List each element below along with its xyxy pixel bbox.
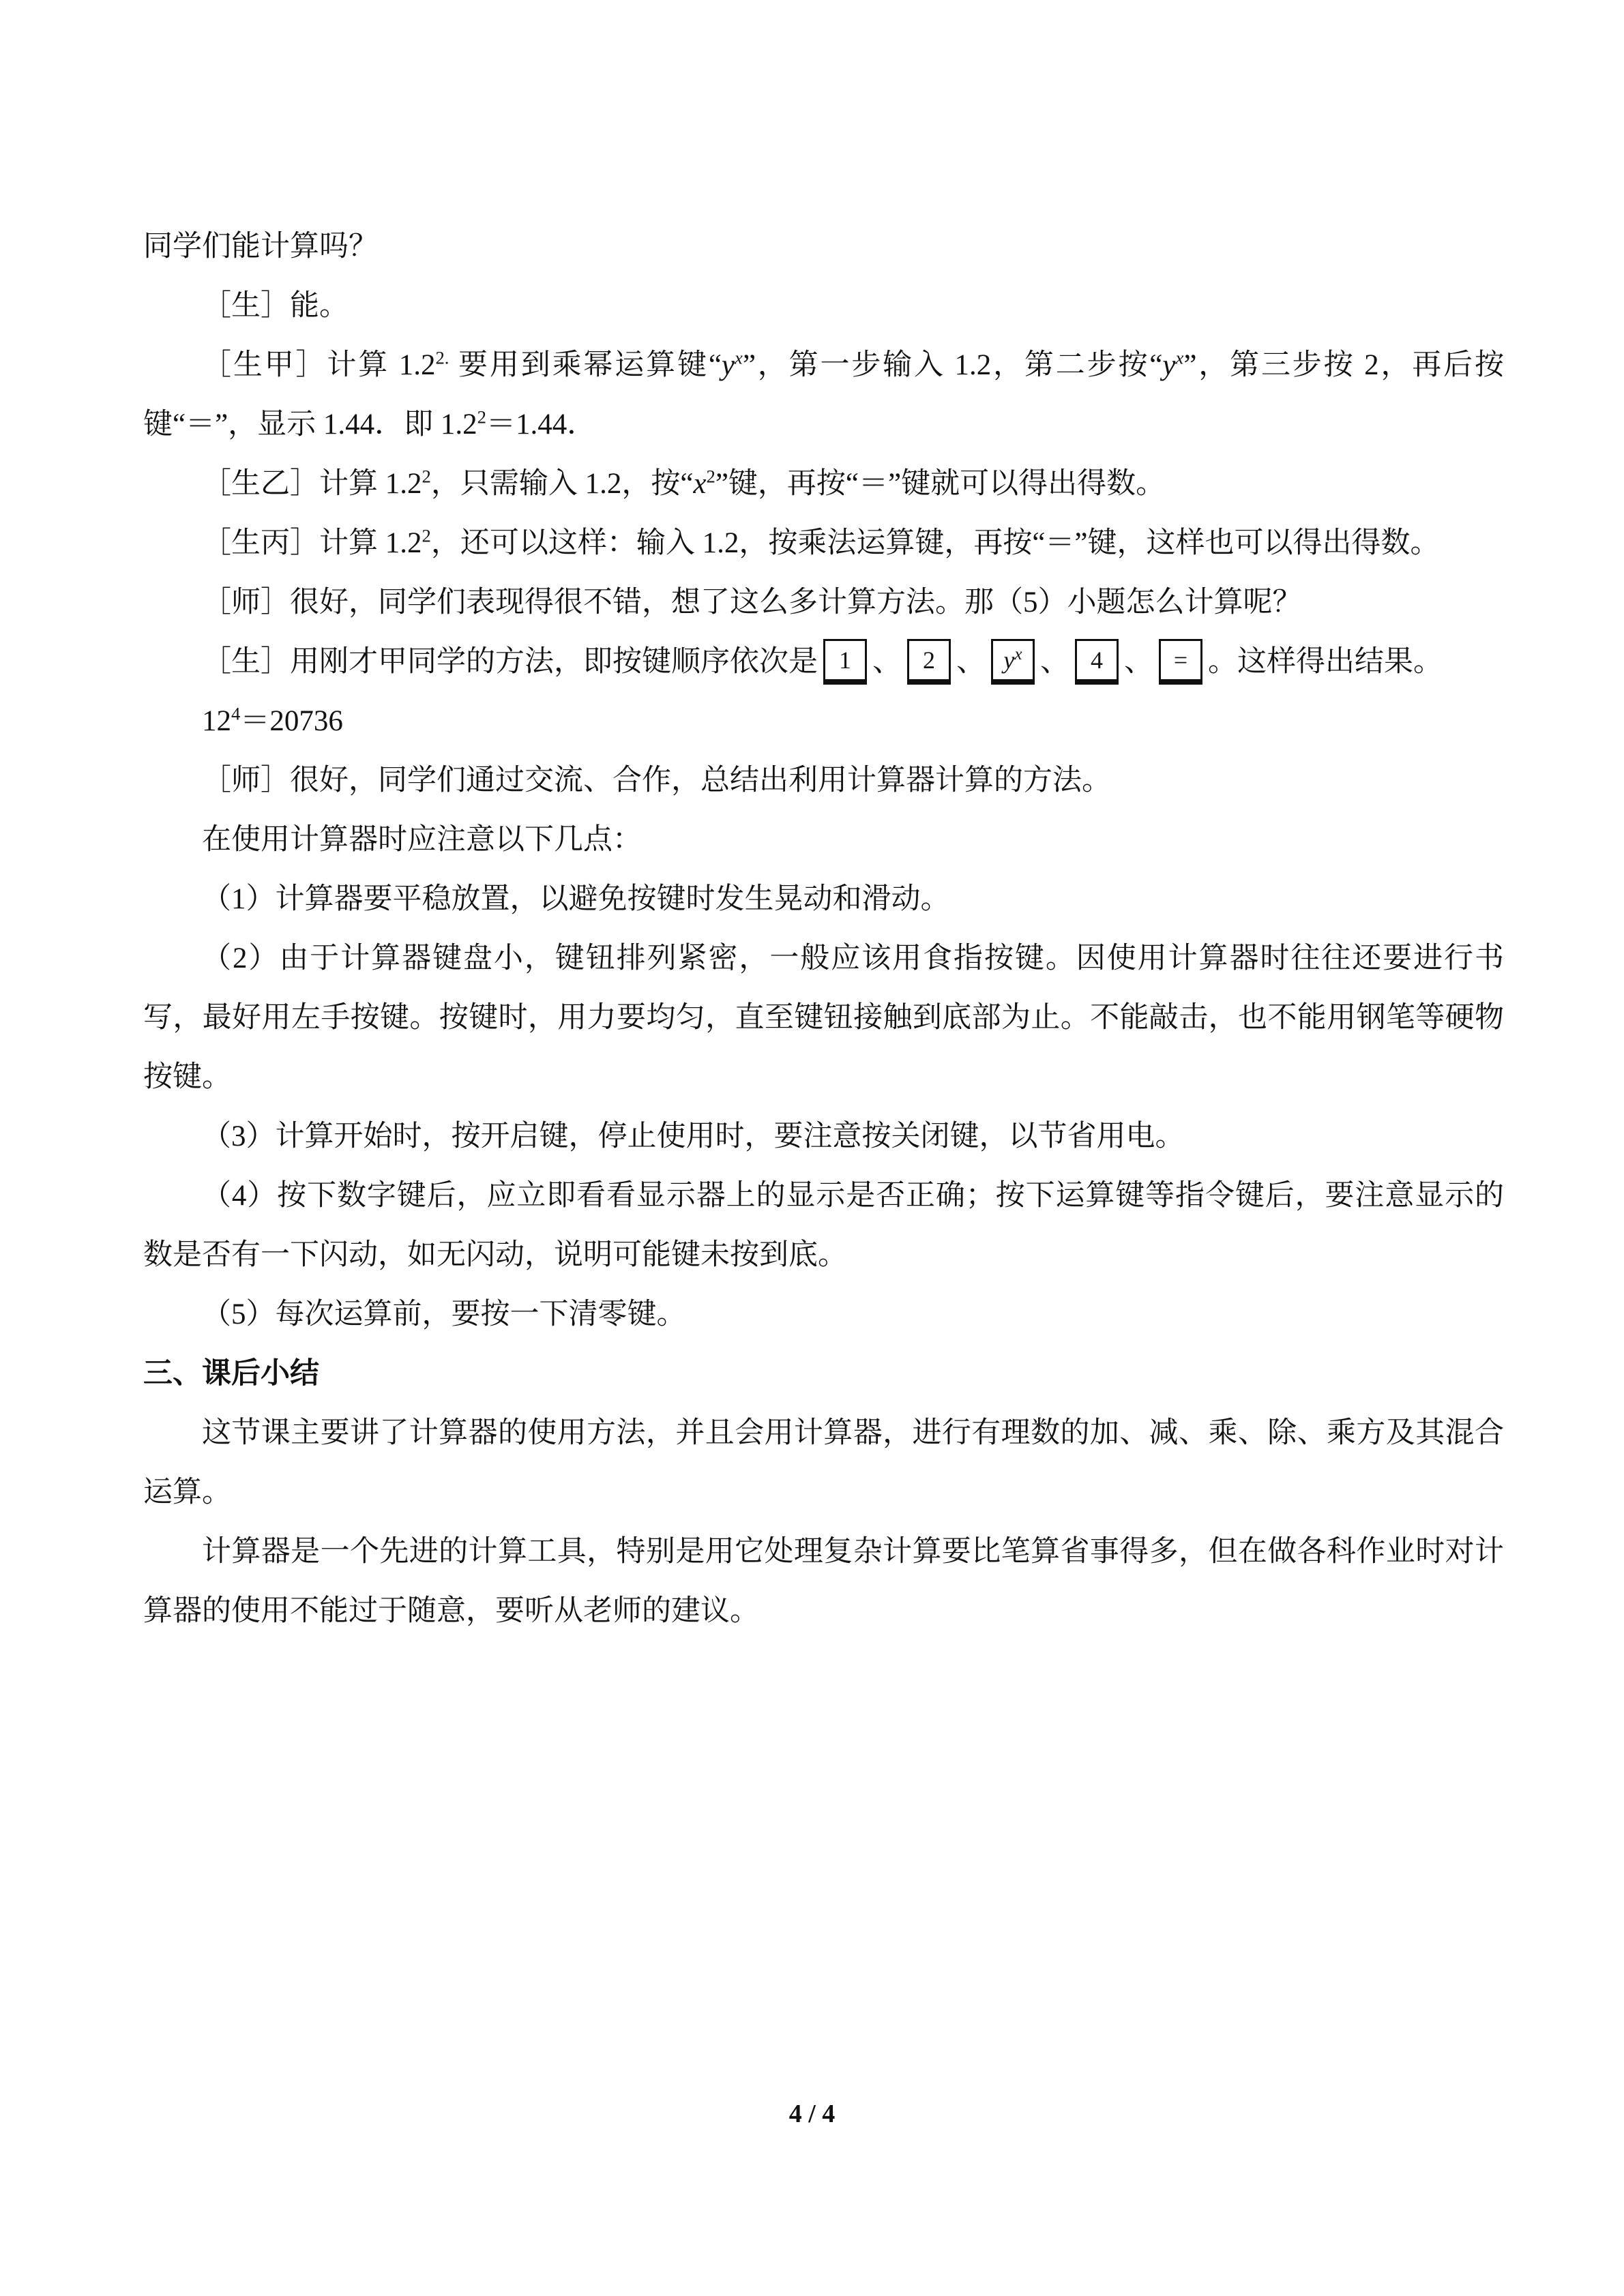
student-b-answer (143, 454, 1504, 513)
student-a-answer (143, 336, 1504, 454)
student-key-sequence (143, 632, 1504, 691)
text-run: 同学们能计算吗？ (143, 230, 378, 263)
text-run: （4）按下数字键后，应立即看看显示器上的显示是否正确；按下运算键等指令键后，要注意显示的数是否有一下闪动，如无闪动，说明可能键未按到底。 (143, 1180, 1504, 1271)
text-run: ［生］能。 (202, 290, 349, 322)
text-run: ，只需输入 1.2，按“ (430, 468, 694, 500)
math-expression: $1.2^2$ (385, 525, 431, 559)
text-run: ［生丙］计算 (202, 527, 385, 559)
text-run: 计算器是一个先进的计算工具，特别是用它处理复杂计算要比笔算省事得多，但在做各科作业时对计算器的使用不能过于随意，要听从老师的建议。 (143, 1536, 1504, 1627)
page-number: 4 / 4 (788, 2100, 836, 2128)
calculator-key-equals: = (1159, 639, 1202, 685)
text-run: （5）每次运算前，要按一下清零键。 (202, 1298, 686, 1330)
summary-paragraph-2 (143, 1522, 1504, 1641)
teacher-praise-question (143, 573, 1504, 632)
math-expression: $y^x$ (1162, 347, 1184, 381)
calculator-key-2: 2 (907, 639, 951, 685)
note-3 (143, 1107, 1504, 1166)
text-run: ”，第三步按 2，再后按键“＝”，显示 1.44．即 (143, 349, 1504, 441)
summary-paragraph-1 (143, 1403, 1504, 1522)
math-expression: $x^2$ (693, 466, 715, 500)
document-body (143, 217, 1504, 1641)
superscript: x (735, 347, 743, 368)
superscript: 2 (477, 406, 486, 428)
text-run: ”键，再按“＝”键就可以得出得数。 (715, 468, 1166, 500)
calculator-key-1: 1 (823, 639, 867, 685)
text-run: 三、课后小结 (143, 1358, 319, 1390)
math-expression: $y^x$ (721, 347, 743, 381)
text-run: 、 (956, 646, 986, 678)
text-run: （2）由于计算器键盘小，键钮排列紧密，一般应该用食指按键。因使用计算器时往往还要进行书写，最好用左手按键。按键时，用力要均匀，直至键钮接触到底部为止。不能敲击，也不能用钢笔等硬物按键。 (143, 942, 1504, 1093)
text-run: ＝1.44． (486, 408, 597, 441)
superscript: 2 (422, 525, 431, 546)
text-run: ＝20736 (240, 705, 343, 737)
text-run: 、 (1040, 646, 1069, 678)
text-run: 这节课主要讲了计算器的使用方法，并且会用计算器，进行有理数的加、减、乘、除、乘方及其混合运算。 (143, 1417, 1504, 1508)
calculator-key-4: 4 (1075, 639, 1119, 685)
student-answer-yes (143, 276, 1504, 336)
student-c-answer (143, 513, 1504, 573)
text-run: （1）计算器要平稳放置，以避免按键时发生晃动和滑动。 (202, 883, 950, 915)
superscript: 4 (231, 703, 241, 724)
math-expression: $1.2^{2.}$ (398, 347, 449, 381)
text-run: ，还可以这样：输入 1.2，按乘法运算键，再按“＝”键，这样也可以得出得数。 (430, 527, 1440, 559)
text-run: ［生乙］计算 (202, 468, 385, 500)
math-expression: $1.2^2$ (385, 466, 431, 500)
note-4 (143, 1166, 1504, 1285)
text-run: 。这样得出结果。 (1208, 646, 1443, 678)
superscript: 2 (706, 466, 715, 487)
superscript: x (1014, 645, 1022, 664)
text-run: 要用到乘幂运算键“ (449, 349, 722, 381)
text-run: ［师］很好，同学们表现得很不错，想了这么多计算方法。那（5）小题怎么计算呢？ (202, 586, 1302, 618)
text-run: ［生甲］计算 (202, 349, 399, 381)
note-1 (143, 869, 1504, 929)
text-run: （3）计算开始时，按开启键，停止使用时，要注意按关闭键，以节省用电。 (202, 1120, 1185, 1152)
superscript: x (1175, 347, 1184, 368)
note-2 (143, 929, 1504, 1107)
superscript: 2. (435, 347, 449, 368)
text-run: 在使用计算器时应注意以下几点： (202, 824, 642, 856)
text-run: 、 (872, 646, 902, 678)
line-can-you-calculate (143, 217, 1504, 276)
text-run: ［生］用刚才甲同学的方法，即按键顺序依次是 (202, 646, 818, 678)
teacher-summary (143, 751, 1504, 810)
math-expression: $12^4$ (202, 703, 241, 737)
superscript: 2 (422, 466, 431, 487)
text-run: ［师］很好，同学们通过交流、合作，总结出利用计算器计算的方法。 (202, 764, 1111, 796)
note-5 (143, 1285, 1504, 1344)
calculator-key-yx: $y^x$ (991, 639, 1035, 685)
math-expression: $1.2^2$ (440, 406, 486, 441)
result-equation (143, 691, 1504, 751)
notes-intro (143, 810, 1504, 869)
text-run: 、 (1124, 646, 1153, 678)
text-run: ”，第一步输入 1.2，第二步按“ (742, 349, 1163, 381)
section-heading-lesson-summary (143, 1344, 1504, 1403)
